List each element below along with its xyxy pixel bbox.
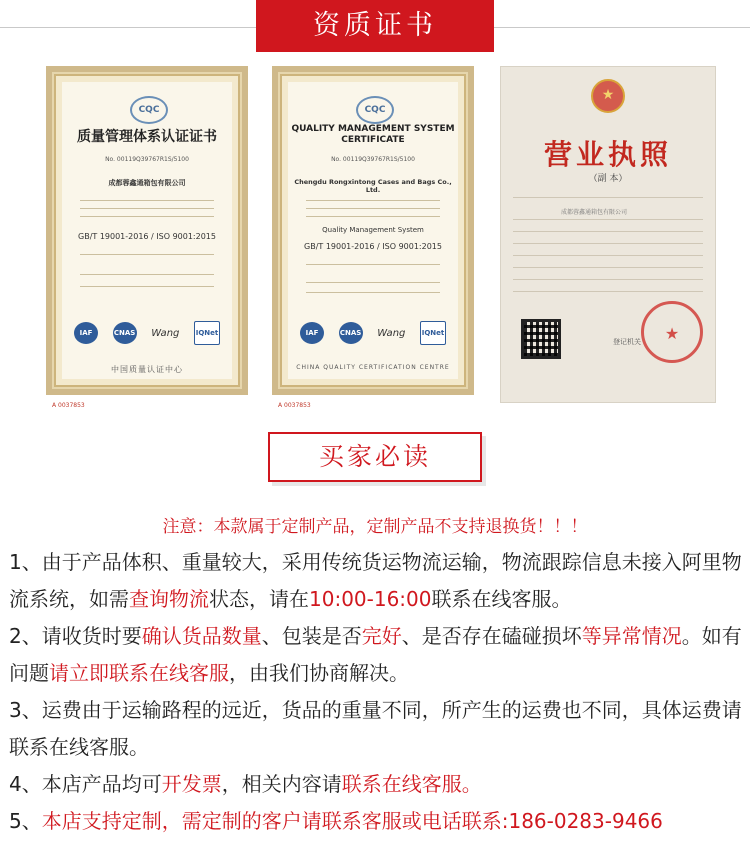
notice-text: 4、本店产品均可 xyxy=(9,772,162,796)
highlighted-text: 等异常情况 xyxy=(581,624,682,648)
cqc-logo-icon: CQC xyxy=(356,96,394,124)
iaf-logo-icon: IAF xyxy=(300,322,324,344)
highlighted-text: 完好 xyxy=(361,624,402,648)
text-line xyxy=(80,254,214,255)
notice-text: 、包装是否 xyxy=(261,624,362,648)
text-line xyxy=(513,219,703,220)
notice-text: 5、 xyxy=(9,809,42,833)
text-line xyxy=(513,291,703,292)
certificate-serial: A 0037853 xyxy=(52,402,85,409)
certificate-frame xyxy=(46,66,248,395)
accreditation-logos xyxy=(300,320,446,346)
official-seal-icon xyxy=(641,301,703,363)
notice-list xyxy=(9,544,744,840)
notice-text: 。如有问题 xyxy=(9,624,742,685)
certificate-title: QUALITY MANAGEMENT SYSTEM CERTIFICATE xyxy=(291,124,455,145)
notice-title: 买家必读 xyxy=(268,432,482,482)
certificate-number: No. 00119Q39767R1S/5100 xyxy=(331,156,415,163)
notice-text: 、是否存在磕碰损坏 xyxy=(401,624,582,648)
text-line xyxy=(306,264,440,265)
certificate-title: 质量管理体系认证证书 xyxy=(77,129,217,145)
license-company: 成都蓉鑫通箱包有限公司 xyxy=(561,209,628,216)
cnas-logo-icon: CNAS xyxy=(339,322,363,344)
section-title-qualifications: 资质证书 xyxy=(256,0,494,52)
cqc-logo-icon: CQC xyxy=(130,96,168,124)
certificate-company: 成都蓉鑫通箱包有限公司 xyxy=(108,179,186,187)
text-line xyxy=(513,197,703,198)
qr-code-icon xyxy=(521,319,561,359)
notice-text: ，相关内容请 xyxy=(221,772,342,796)
notice-text: 2、请收货时要 xyxy=(9,624,142,648)
iqnet-logo-icon: IQNet xyxy=(420,321,446,345)
cnas-logo-icon: CNAS xyxy=(113,322,137,344)
license-paper xyxy=(500,66,716,403)
text-line xyxy=(306,216,440,217)
text-line xyxy=(80,286,214,287)
notice-text: 3、运费由于运输路程的远近，货品的重量不同，所产生的运费也不同，具体运费请联系在线客服。 xyxy=(9,698,742,759)
highlighted-text: 请立即联系在线客服 xyxy=(49,661,229,685)
notice-item xyxy=(9,803,744,840)
certificate-serial: A 0037853 xyxy=(278,402,311,409)
notice-text: 1、由于产品体积、重量较大，采用传统货运物流运输，物流跟踪信息未接入阿里物流系统，如需 xyxy=(9,550,742,611)
text-line xyxy=(80,274,214,275)
registration-authority: 登记机关 xyxy=(613,338,641,346)
license-copy-label: （副 本） xyxy=(588,174,628,184)
certificate-standard: GB/T 19001-2016 / ISO 9001:2015 xyxy=(78,232,216,241)
notice-text: 联系在线客服。 xyxy=(431,587,572,611)
signature: Wang xyxy=(151,327,180,339)
highlighted-text: 10:00-16:00 xyxy=(309,587,432,611)
text-line xyxy=(513,255,703,256)
national-emblem-icon xyxy=(591,79,625,113)
text-line xyxy=(513,243,703,244)
highlighted-text: 查询物流 xyxy=(129,587,209,611)
license-title: 营业执照 xyxy=(543,138,672,171)
highlighted-text: 确认货品数量 xyxy=(141,624,262,648)
signature: Wang xyxy=(377,327,406,339)
certificate-issuer: CHINA QUALITY CERTIFICATION CENTRE xyxy=(296,364,450,371)
iaf-logo-icon: IAF xyxy=(74,322,98,344)
certificate-body xyxy=(288,82,458,379)
notice-item xyxy=(9,692,744,766)
business-license xyxy=(500,66,716,409)
text-line xyxy=(513,279,703,280)
text-line xyxy=(513,267,703,268)
certificate-english xyxy=(272,66,474,409)
certificate-frame xyxy=(272,66,474,395)
certificate-issuer: 中国质量认证中心 xyxy=(111,365,183,374)
text-line xyxy=(80,208,214,209)
notice-item xyxy=(9,766,744,803)
accreditation-logos xyxy=(74,320,220,346)
certificate-chinese xyxy=(46,66,248,409)
text-line xyxy=(513,231,703,232)
text-line xyxy=(306,208,440,209)
text-line xyxy=(306,282,440,283)
certificate-number: No. 00119Q39767R1S/5100 xyxy=(105,156,189,163)
text-line xyxy=(80,200,214,201)
notice-text: 状态，请在 xyxy=(209,587,309,611)
highlighted-text: 开发票 xyxy=(161,772,222,796)
certificate-system: Quality Management System xyxy=(322,226,424,234)
highlighted-text: 联系在线客服。 xyxy=(341,772,482,796)
notice-item xyxy=(9,618,744,692)
text-line xyxy=(306,292,440,293)
warning-text: 注意：本款属于定制产品，定制产品不支持退换货！！！ xyxy=(162,517,588,537)
text-line xyxy=(80,216,214,217)
certificate-company: Chengdu Rongxintong Cases and Bags Co., Ltd. xyxy=(294,178,452,194)
highlighted-text: 本店支持定制，需定制的客户请联系客服或电话联系:186-0283-9466 xyxy=(41,809,663,833)
notice-item xyxy=(9,544,744,618)
notice-text: ，由我们协商解决。 xyxy=(229,661,409,685)
text-line xyxy=(306,200,440,201)
iqnet-logo-icon: IQNet xyxy=(194,321,220,345)
certificate-standard: GB/T 19001-2016 / ISO 9001:2015 xyxy=(304,242,442,251)
certificate-body xyxy=(62,82,232,379)
